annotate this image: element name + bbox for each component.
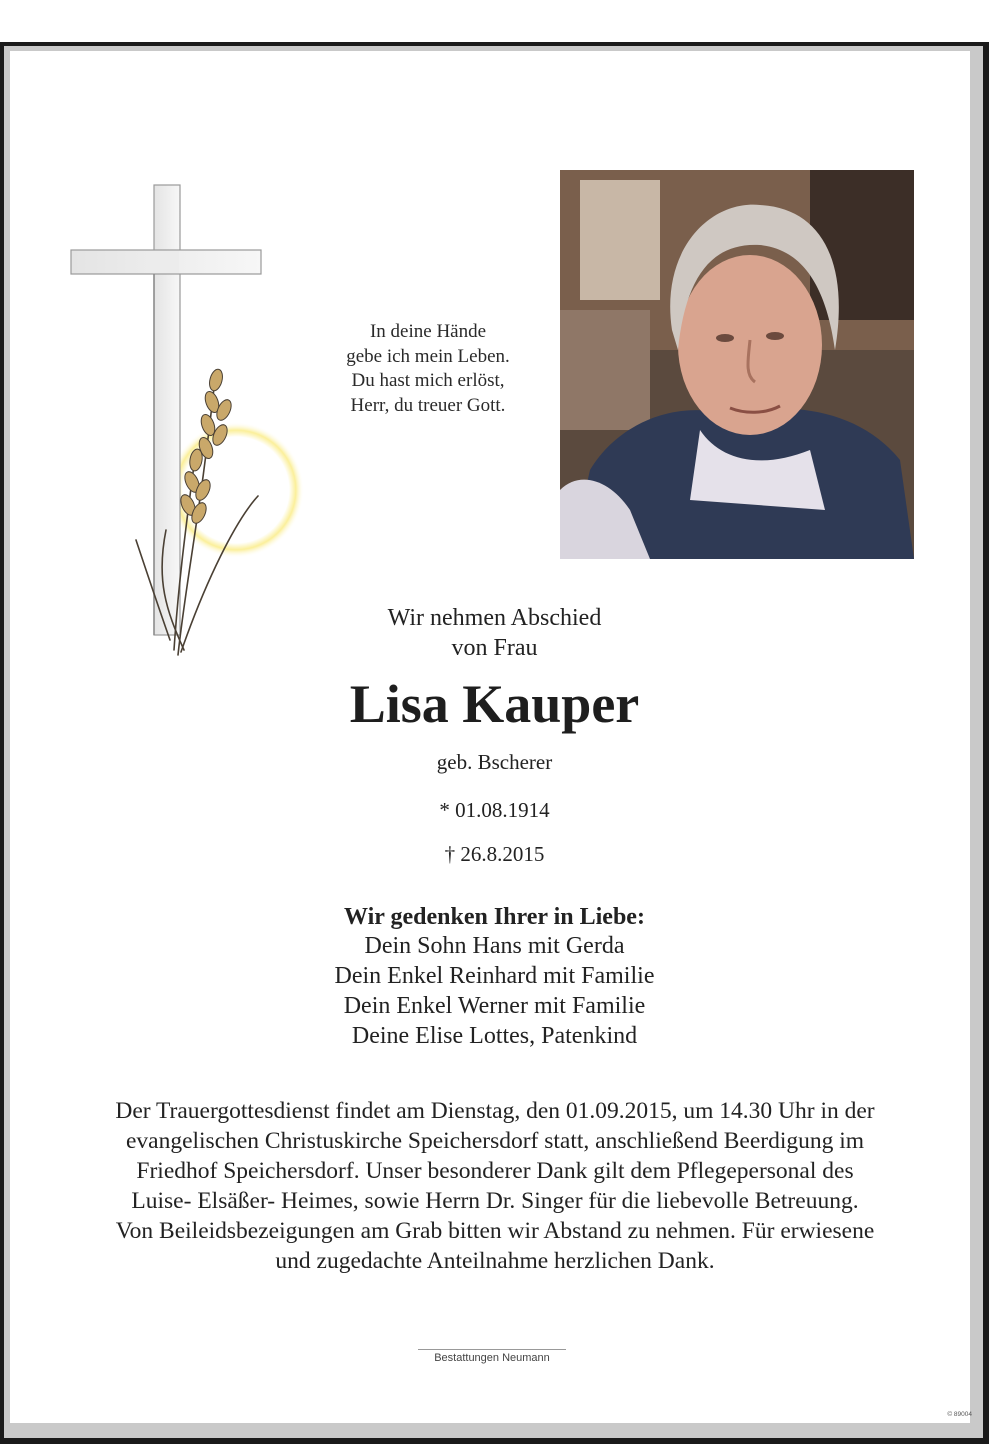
service-line: evangelischen Christuskirche Speichersdorf statt, anschließend Beerdigung im: [125, 1128, 865, 1154]
verse-line: Du hast mich erlöst,: [351, 370, 505, 391]
birth-name: geb. Bscherer: [436, 750, 553, 774]
service-line: Friedhof Speichersdorf. Unser besonderer Dank gilt dem Pflegepersonal des: [136, 1158, 854, 1184]
death-date: † 26.8.2015: [444, 842, 545, 866]
mourner-line: Dein Enkel Werner mit Familie: [343, 993, 646, 1019]
service-line: Von Beileidsbezeigungen am Grab bitten wir Abstand zu nehmen. Für erwiesene: [115, 1218, 875, 1244]
verse-line: gebe ich mein Leben.: [346, 345, 510, 367]
service-line: Luise- Elsäßer- Heimes, sowie Herrn Dr. Singer für die liebevolle Betreuung.: [131, 1188, 859, 1214]
bible-verse: [300, 320, 556, 418]
farewell-intro: [0, 603, 989, 663]
intro-line: von Frau: [451, 635, 538, 661]
verse-line: Herr, du treuer Gott.: [350, 394, 506, 416]
mourners-list: [0, 931, 989, 1051]
service-announcement: [55, 1096, 935, 1276]
service-line: Der Trauergottesdienst findet am Dienstag, den 01.09.2015, um 14.30 Uhr in der: [115, 1098, 875, 1124]
footer-divider: [418, 1349, 566, 1350]
mourners-title: Wir gedenken Ihrer in Liebe:: [344, 904, 645, 930]
portrait-photo: [560, 170, 914, 559]
cross-wheat-icon: [66, 180, 316, 660]
copyright-mark: © 89004: [947, 1411, 972, 1418]
intro-line: Wir nehmen Abschied: [387, 605, 602, 631]
undertaker-name: Bestattungen Neumann: [434, 1352, 550, 1364]
birth-date: * 01.08.1914: [439, 798, 550, 822]
verse-line: In deine Hände: [369, 321, 487, 342]
mourner-line: Dein Sohn Hans mit Gerda: [364, 933, 625, 959]
mourner-line: Deine Elise Lottes, Patenkind: [351, 1023, 638, 1049]
deceased-name: Lisa Kauper: [349, 674, 640, 734]
mourner-line: Dein Enkel Reinhard mit Familie: [334, 963, 655, 989]
service-line: und zugedachte Anteilnahme herzlichen Dank.: [275, 1248, 715, 1274]
